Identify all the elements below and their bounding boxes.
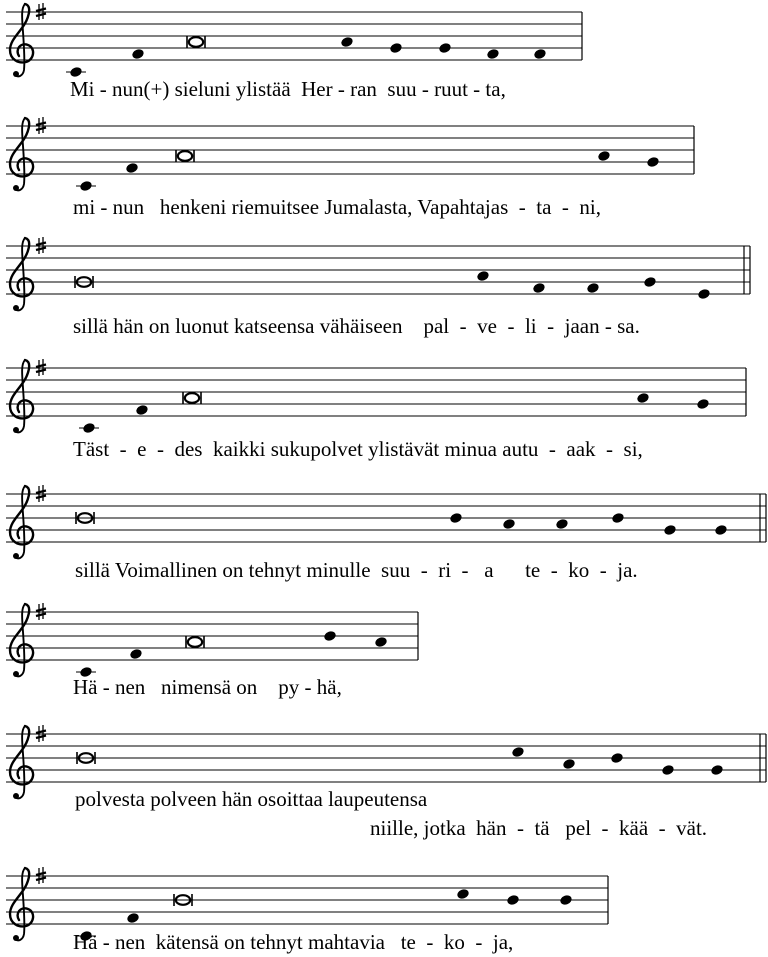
lyric-line: Täst - e - des kaikki sukupolvet ylistävät minua autu - aak - si, (73, 437, 643, 461)
lyric-line: Hä - nen nimensä on py - hä, (73, 675, 342, 699)
staff (6, 246, 750, 294)
chant-system-4 (6, 359, 746, 461)
lyric-line: mi - nun henkeni riemuitsee Jumalasta, Vapahtajas - ta - ni, (73, 195, 601, 219)
lyric-line: niille, jotka hän - tä pel - kää - vät. (370, 816, 708, 840)
reciting-note (183, 392, 201, 404)
lyric-line: sillä hän on luonut katseensa vähäiseen pal - ve - li - jaan - sa. (73, 314, 640, 338)
treble-clef-icon (10, 868, 33, 941)
chant-system-3 (6, 237, 750, 338)
reciting-note (187, 36, 205, 48)
treble-clef-icon (10, 726, 33, 799)
lyric-line: Hä - nen kätensä on tehnyt mahtavia te - ko - ja, (73, 930, 514, 954)
treble-clef-icon (10, 4, 33, 77)
chant-notes (76, 150, 660, 192)
treble-clef-icon (10, 486, 33, 559)
treble-clef-icon (10, 360, 33, 433)
reciting-note (186, 636, 204, 648)
staff (6, 368, 746, 416)
staff (6, 612, 418, 660)
treble-clef-icon (10, 604, 33, 677)
chant-system-8 (6, 867, 608, 954)
reciting-note (176, 150, 194, 162)
chant-notes (75, 270, 711, 300)
chant-system-2 (6, 117, 694, 219)
chant-system-7 (6, 725, 766, 840)
chant-notes (79, 392, 710, 434)
staff (6, 494, 766, 542)
chant-system-5 (6, 485, 766, 582)
chant-system-1 (6, 3, 582, 101)
chant-notes (66, 36, 547, 78)
chant-notes (76, 630, 388, 678)
chant-notes (77, 746, 724, 776)
staff (6, 126, 694, 174)
staff (6, 734, 766, 782)
treble-clef-icon (10, 238, 33, 311)
lyric-line: Mi - nun(+) sieluni ylistää Her - ran suu - ruut - ta, (70, 77, 506, 101)
lyric-line: sillä Voimallinen on tehnyt minulle suu - ri - a te - ko - ja. (75, 558, 638, 582)
chant-system-6 (6, 603, 418, 699)
treble-clef-icon (10, 118, 33, 191)
chant-notes (76, 512, 728, 536)
lyric-line: polvesta polveen hän osoittaa laupeutensa (75, 787, 428, 811)
